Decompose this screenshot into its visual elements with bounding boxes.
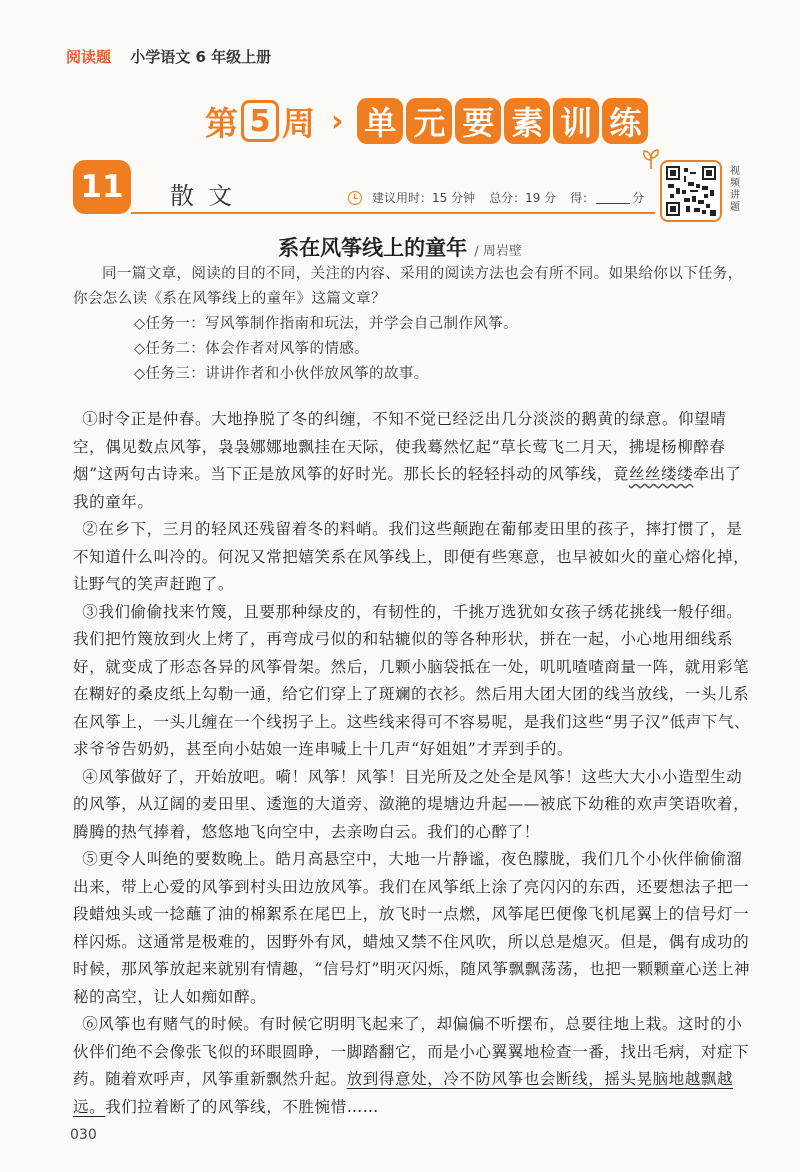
section-type: 散文	[170, 182, 246, 210]
article-title: 系在风筝线上的童年	[278, 235, 468, 260]
score-label: 得：	[570, 191, 595, 205]
paragraph-3: ③我们偷偷找来竹篾，且要那种绿皮的，有韧性的，千挑万选犹如女孩子绣花挑线一般仔细。我们把竹篾放到火上烤了，再弯成弓似的和轱辘似的等各种形状，拼在一起，小心地用细线系好，就变成了形态各异的风筝骨架。然后，几颗小脑袋抵在一处，叽叽喳喳商量一阵，就用彩笔在糊好的桑皮纸上勾勒一通，给它们穿上了斑斓的衣衫。然后用大团大团的线当放线，一头儿系在风筝上，一头儿缠在一个线拐子上。这些线来得可不容易呢，是我们这些“男子汉”低声下气、求爷爷告奶奶，甚至向小姑娘一连串喊上十几声“好姐姐”才弄到手的。	[73, 602, 751, 758]
paragraph-text: 我们拉着断了的风筝线，不胜惋惜……	[105, 1097, 379, 1116]
suggested-time: 建议用时：15 分钟	[372, 191, 476, 205]
week-number: 5	[241, 100, 279, 142]
underlined-sentence: 放到得意处，冷不防风筝也会断线，摇头晃脑地越飘越远。	[73, 1070, 734, 1116]
score-blank[interactable]	[596, 191, 630, 204]
chevron-right-icon: ›	[331, 103, 344, 139]
paragraph-1	[73, 406, 753, 516]
reading-instructions	[73, 262, 753, 387]
sprout-icon	[640, 148, 662, 170]
paragraph-2: ②在乡下，三月的轻风还残留着冬的料峭。我们这些颠跑在葡郁麦田里的孩子，摔打惯了，是不知道什么叫冷的。何况又常把嬉笑系在风筝线上，即便有些寒意，也早被如火的童心熔化掉，让野气的笑声赶跑了。	[73, 520, 750, 593]
task-item: ◇任务二：体会作者对风筝的情感。	[134, 341, 370, 357]
paragraph-6	[73, 1011, 753, 1121]
score-unit: 分	[632, 191, 645, 205]
paragraph-text: ①时令正是仲春。大地挣脱了冬的纠缠，不知不觉已经泛出几分淡淡的鹅黄的绿意。仰望晴空，偶见数点风筝，袅袅娜娜地飘挂在天际，使我蓦然忆起“草长莺飞二月天，拂堤杨柳醉春烟”这两句古诗来。当下正是放风筝的好时光。那长长的轻轻抖动的风筝线，竟	[73, 410, 727, 483]
task-item: ◇任务三：讲讲作者和小伙伴放风筝的故事。	[134, 366, 429, 382]
qr-code-icon	[666, 166, 716, 216]
intro-text: 同一篇文章，阅读的目的不同，关注的内容、采用的阅读方法也会有所不同。如果给你以下任务，你会怎么读《系在风筝线上的童年》这篇文章？	[73, 266, 743, 307]
header-book: 小学语文 6 年级上册	[130, 48, 272, 66]
article-title-block	[0, 232, 800, 262]
section-divider	[131, 212, 655, 214]
page-number: 030	[70, 1127, 97, 1143]
week-prefix: 第	[205, 103, 238, 143]
article-body	[73, 406, 753, 1121]
unit-tile: 素	[504, 98, 550, 144]
article-author: / 周岩壁	[474, 244, 522, 259]
paragraph-text: ⑥风筝也有赌气的时候。有时候它明明飞起来了，却偏偏不听摆布，总要往地上栽。这时的小伙伴们绝不会像张飞似的环眼圆睁，一脚踏翻它，而是小心翼翼地检查一番，找出毛病，对症下药。随着欢呼声，风筝重新飘然升起。	[73, 1015, 750, 1088]
unit-tile: 单	[357, 98, 403, 144]
unit-tile: 要	[455, 98, 501, 144]
unit-tile: 训	[553, 98, 599, 144]
paragraph-text: 牵出了我的童年。	[73, 465, 742, 511]
paragraph-5: ⑤更令人叫绝的要数晚上。皓月高悬空中，大地一片静谧，夜色朦胧，我们几个小伙伴偷偷溜出来，带上心爱的风筝到村头田边放风筝。我们在风筝纸上涂了亮闪闪的东西，还要想法子把一段蜡烛头或一捻蘸了油的棉絮系在尾巴上，放飞时一点燃，风筝尾巴便像飞机尾翼上的信号灯一样闪烁。这通常是极难的，因野外有风，蜡烛又禁不住风吹，所以总是熄灭。但是，偶有成功的时候，那风筝放起来就别有情趣，“信号灯”明灭闪烁，随风筝飘飘荡荡，也把一颗颗童心送上神秘的高空，让人如痴如醉。	[73, 850, 751, 1006]
unit-tile: 练	[602, 98, 648, 144]
task-item: ◇任务一：写风筝制作指南和玩法，并学会自己制作风筝。	[134, 316, 519, 332]
qr-label: 视频讲题	[730, 166, 740, 213]
running-header	[66, 46, 271, 67]
clock-icon	[348, 191, 362, 205]
section-number-badge: 11	[73, 160, 131, 214]
week-banner	[205, 96, 651, 146]
unit-tile: 元	[406, 98, 452, 144]
total-score: 总分：19 分	[489, 191, 557, 205]
week-suffix: 周	[282, 103, 315, 143]
header-category: 阅读题	[66, 48, 112, 66]
paragraph-4: ④风筝做好了，开始放吧。嗬！风筝！风筝！目光所及之处全是风筝！这些大大小小造型生动的风筝，从辽阔的麦田里、逶迤的大道旁、潋滟的堤塘边升起——被底下幼稚的欢声笑语吹着，腾腾的热气捧着，悠悠地飞向空中，去亲吻白云。我们的心醉了！	[73, 767, 750, 841]
wavy-underlined-phrase: 丝丝缕缕	[628, 465, 694, 483]
qr-code[interactable]	[660, 160, 722, 222]
timing-info	[348, 189, 658, 206]
